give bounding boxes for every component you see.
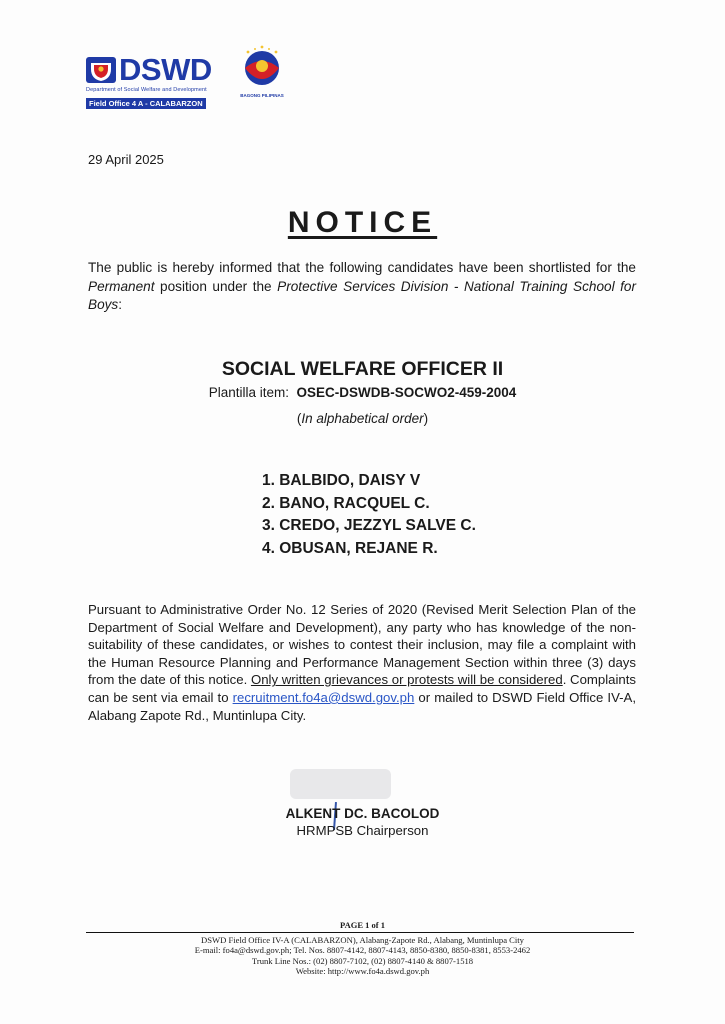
footer-email-tel: E-mail: fo4a@dswd.gov.ph; Tel. Nos. 8807-4142, 8807-4143, 8850-8380, 8850-8381, 8553-2462: [194, 945, 531, 956]
order-note: (In alphabetical order): [296, 411, 429, 426]
plantilla-code: OSEC-DSWDB-SOCWO2-459-2004: [296, 385, 517, 400]
plantilla-item: [0, 385, 725, 400]
recruitment-email-link[interactable]: recruitment.fo4a@dswd.gov.ph: [232, 689, 415, 705]
notice-title: [0, 206, 725, 240]
dswd-emblem-icon: [86, 55, 116, 85]
page-number: PAGE 1 of 1: [340, 920, 385, 930]
intro-part3: :: [118, 297, 123, 312]
department-name: Department of Social Welfare and Development: [86, 87, 207, 93]
position-title: SOCIAL WELFARE OFFICER II: [221, 358, 504, 380]
notice-date: 29 April 2025: [88, 152, 164, 167]
intro-division: Protective Services Division - National Training School for Boys: [88, 278, 636, 312]
candidate-item: 3. CREDO, JEZZYL SALVE C.: [262, 517, 476, 534]
plantilla-label: Plantilla item:: [208, 385, 289, 400]
intro-part2: position under the: [154, 278, 278, 294]
field-office-badge: Field Office 4 A - CALABARZON: [86, 98, 206, 109]
signatory-name: ALKENT DC. BACOLOD: [285, 806, 440, 821]
bagong-pilipinas-label: BAGONG PILIPINAS: [240, 93, 284, 98]
notice-title-text: NOTICE: [287, 206, 438, 239]
footer-trunk-lines: Trunk Line Nos.: (02) 8807-7102, (02) 8807-4140 & 8807-1518: [251, 955, 474, 966]
candidate-item: 2. BANO, RACQUEL C.: [262, 494, 430, 512]
bagong-pilipinas-icon: [236, 44, 288, 90]
intro-permanent: Permanent: [88, 278, 155, 294]
body-text2: . Complaints can be sent via email to: [88, 672, 637, 705]
footer-contact: [0, 935, 725, 977]
dswd-logo: [86, 54, 226, 111]
redacted-signature: [290, 769, 391, 799]
bagong-pilipinas-logo: [232, 44, 292, 98]
candidate-list: [262, 470, 476, 560]
candidate-item: 4. OBUSAN, REJANE R.: [262, 539, 438, 557]
body-text1: Pursuant to Administrative Order No. 12 Series of 2020 (Revised Merit Selection Plan of the Department of Social Welfare and Development), any party who has knowledge of the non-suitability of these candidates, or wishes to contest their inclusion, may file a complaint with the Human Resource Planning and Performance Management Section within three (3) days from the date of this notice.: [88, 602, 636, 688]
order-note-text: In alphabetical order: [301, 411, 424, 426]
dswd-wordmark: DSWD: [119, 52, 212, 87]
body-underlined: Only written grievances or protests will be considered: [250, 672, 563, 688]
signatory-title: HRMPSB Chairperson: [296, 823, 429, 838]
grievance-paragraph: [88, 601, 636, 724]
intro-part1: The public is hereby informed that the following candidates have been shortlisted for the: [88, 260, 636, 275]
footer-divider: [86, 932, 634, 933]
footer-address: DSWD Field Office IV-A (CALABARZON), Alabang-Zapote Rd., Alabang, Muntinlupa City: [201, 935, 524, 945]
body-text3: or mailed to DSWD Field Office IV-A, Alabang Zapote Rd., Muntinlupa City.: [88, 689, 636, 723]
intro-paragraph: [88, 259, 636, 315]
footer-website: Website: http://www.fo4a.dswd.gov.ph: [295, 966, 430, 977]
candidate-item: 1. BALBIDO, DAISY V: [262, 472, 421, 489]
